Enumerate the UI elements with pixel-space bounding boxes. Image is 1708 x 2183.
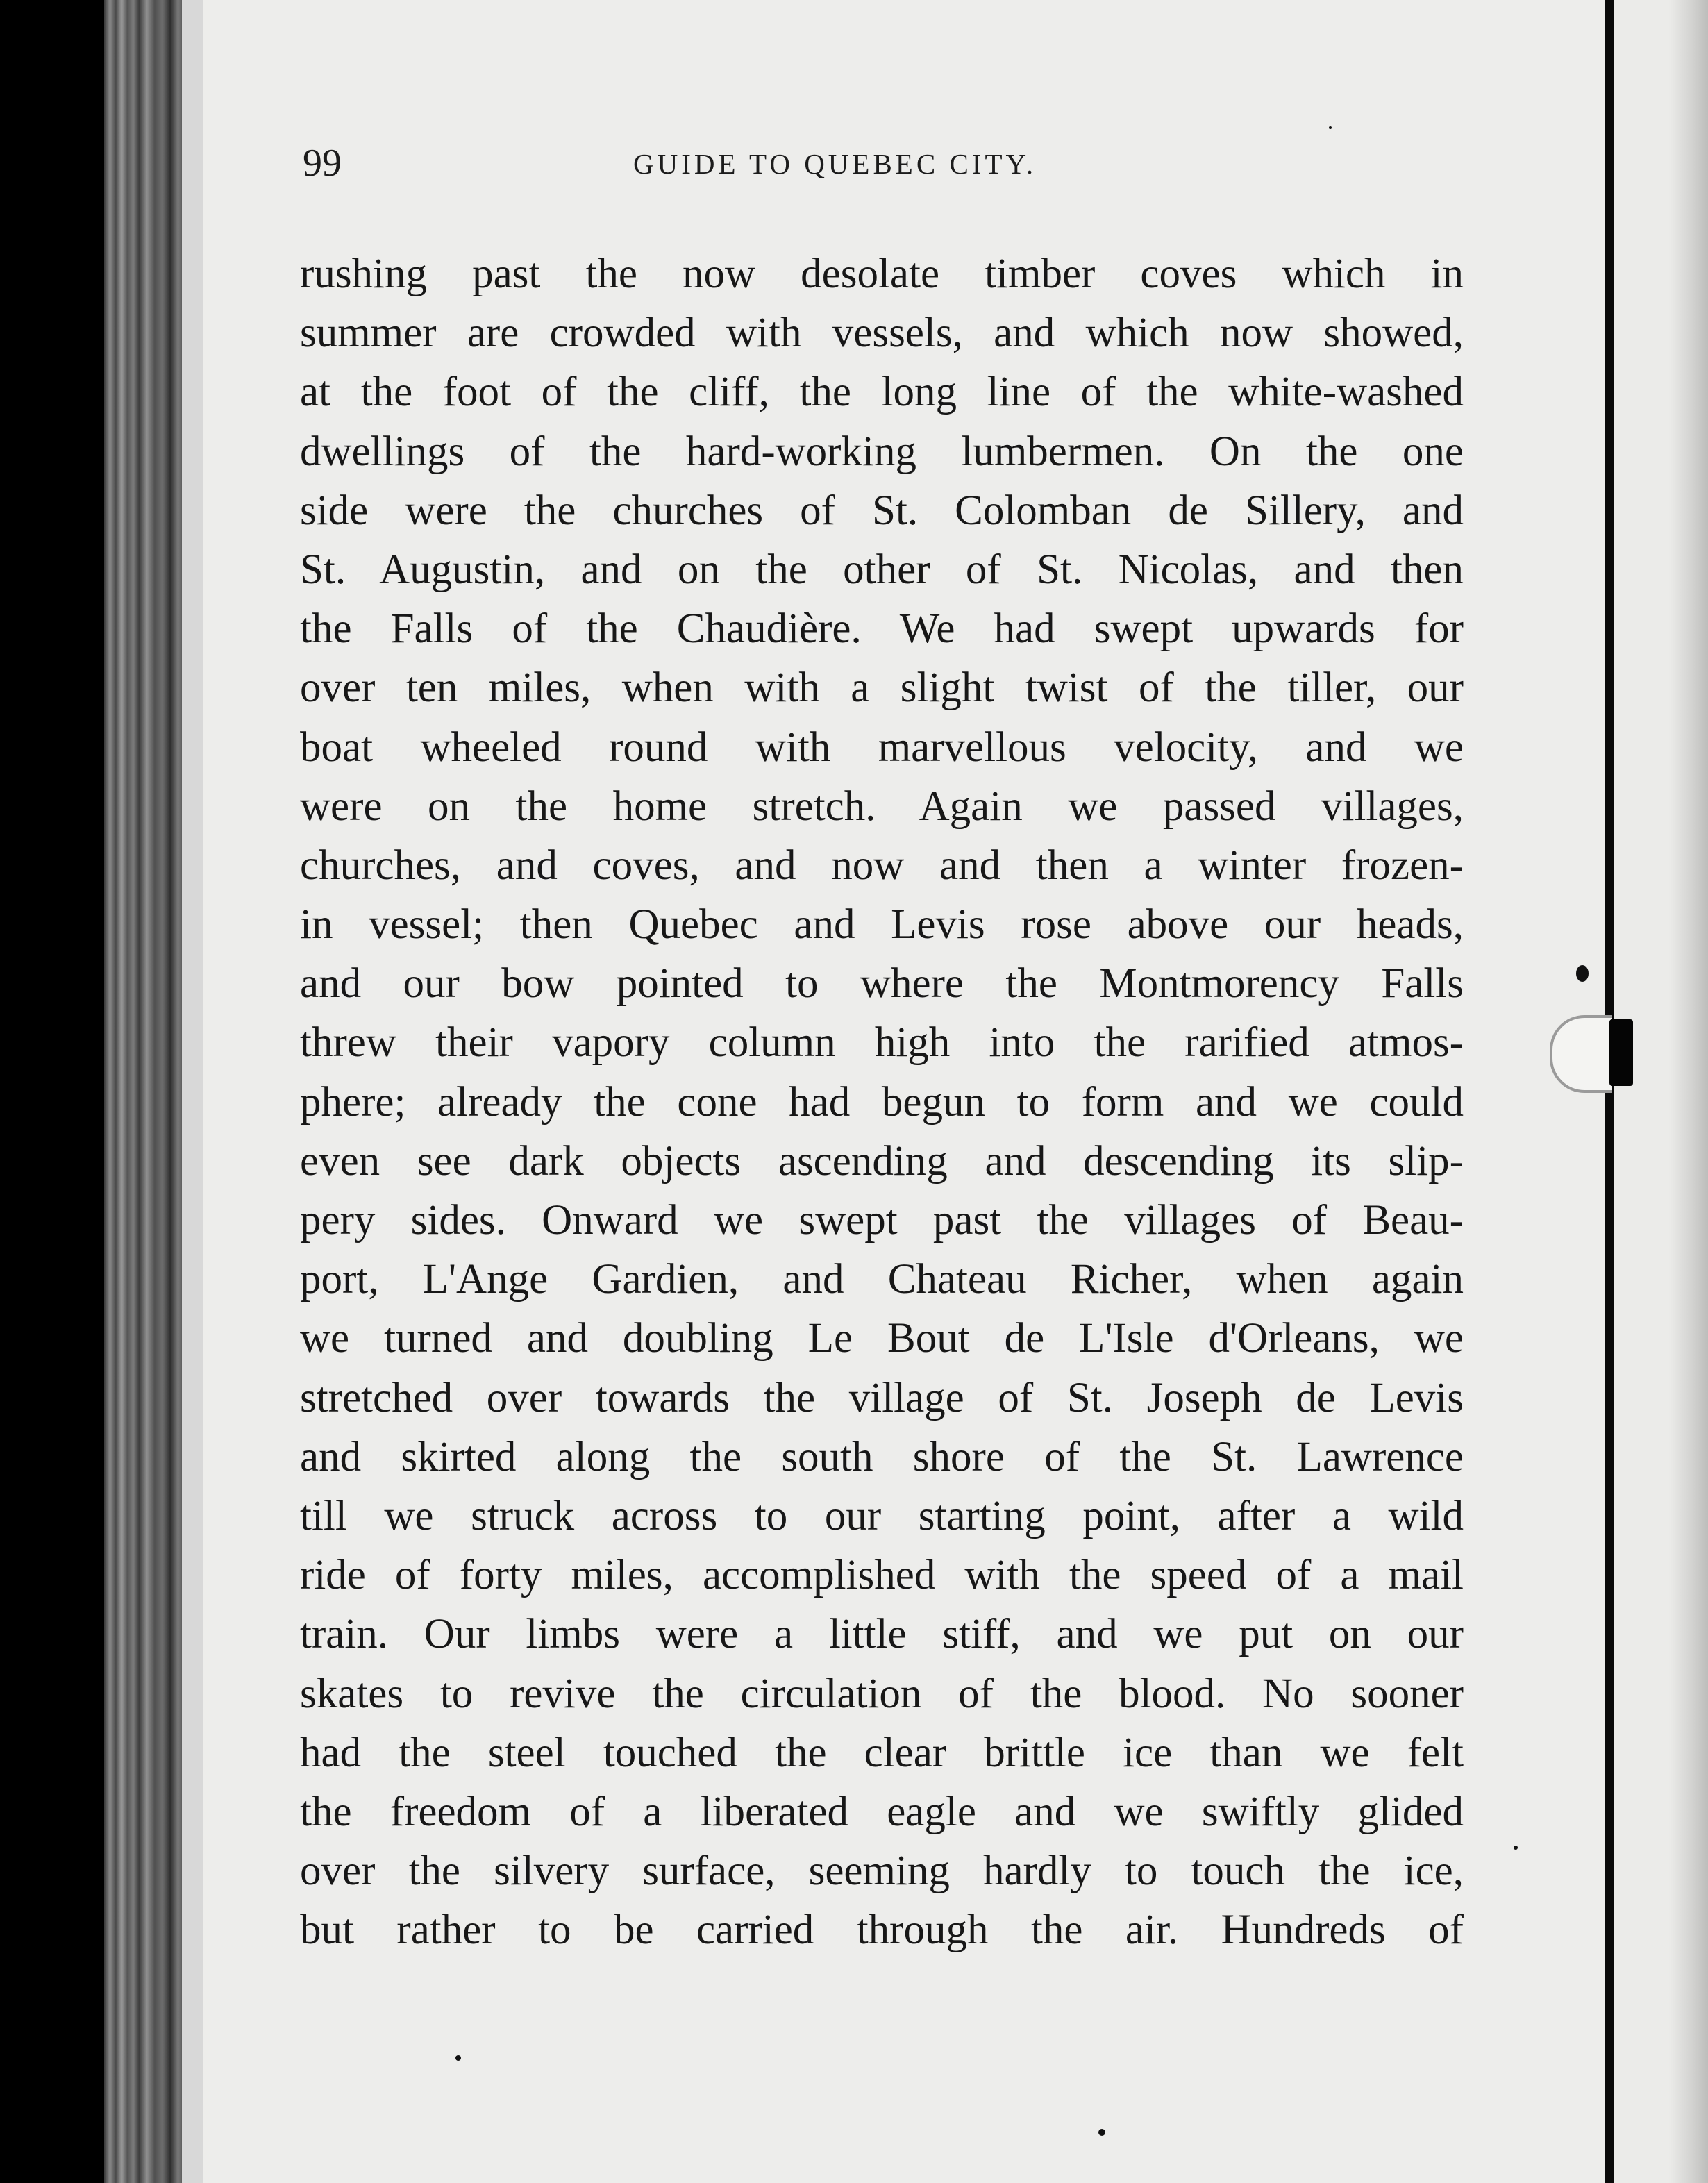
text-line: till we struck across to our starting point, after a wild [300, 1492, 1464, 1539]
text-line: St. Augustin, and on the other of St. Nicolas, and then [300, 546, 1464, 593]
text-line: pery sides. Onward we swept past the villages of Beau- [300, 1197, 1464, 1244]
text-line: phere; already the cone had begun to form and we could [300, 1078, 1464, 1126]
speck-mark [1576, 965, 1589, 982]
text-line: had the steel touched the clear brittle ice than we felt [300, 1729, 1464, 1776]
text-line: over the silvery surface, seeming hardly to touch the ice, [300, 1848, 1464, 1895]
text-line: even see dark objects ascending and descending its slip- [300, 1137, 1464, 1185]
text-line: over ten miles, when with a slight twist of the tiller, our [300, 664, 1464, 712]
text-line: the freedom of a liberated eagle and we swiftly glided [300, 1788, 1464, 1835]
speck-mark [1098, 2129, 1105, 2136]
text-line: summer are crowded with vessels, and which now showed, [300, 310, 1464, 357]
page-inner-edge [182, 0, 203, 2183]
facing-page-edge [1669, 0, 1708, 2183]
text-line: we turned and doubling Le Bout de L'Isle d'Orleans, we [300, 1315, 1464, 1362]
text-line: were on the home stretch. Again we passed villages, [300, 783, 1464, 830]
text-line: in vessel; then Quebec and Levis rose above our heads, [300, 901, 1464, 948]
running-title: GUIDE TO QUEBEC CITY. [633, 148, 1037, 180]
text-line: dwellings of the hard-working lumbermen. On the one [300, 428, 1464, 475]
running-header [203, 139, 1605, 187]
speck-mark [1329, 126, 1332, 129]
text-line: threw their vapory column high into the rarified atmos- [300, 1019, 1464, 1067]
page-number: 99 [303, 142, 342, 185]
text-line: but rather to be carried through the air. Hundreds of [300, 1907, 1464, 1954]
text-line: port, L'Ange Gardien, and Chateau Richer, when again [300, 1256, 1464, 1303]
book-page [203, 0, 1605, 2183]
text-line: skates to revive the circulation of the blood. No sooner [300, 1670, 1464, 1717]
text-line: and skirted along the south shore of the St. Lawrence [300, 1433, 1464, 1480]
text-line: rushing past the now desolate timber coves which in [300, 251, 1464, 297]
speck-mark [455, 2055, 461, 2061]
text-line: the Falls of the Chaudière. We had swept upwards for [300, 605, 1464, 653]
text-line: ride of forty miles, accomplished with the speed of a mail [300, 1552, 1464, 1599]
binding-clasp [1609, 1019, 1633, 1086]
text-line: train. Our limbs were a little stiff, and we put on our [300, 1611, 1464, 1658]
text-line: at the foot of the cliff, the long line of the white-washed [300, 369, 1464, 416]
binding-ring [1550, 1015, 1612, 1093]
text-line: side were the churches of St. Colomban de Sillery, and [300, 487, 1464, 534]
text-line: boat wheeled round with marvellous velocity, and we [300, 724, 1464, 771]
text-line: and our bow pointed to where the Montmorency Falls [300, 960, 1464, 1007]
text-line: stretched over towards the village of St. Joseph de Levis [300, 1374, 1464, 1421]
speck-mark [1514, 1846, 1518, 1850]
body-text [300, 244, 1464, 1959]
text-line: churches, and coves, and now and then a winter frozen- [300, 842, 1464, 889]
